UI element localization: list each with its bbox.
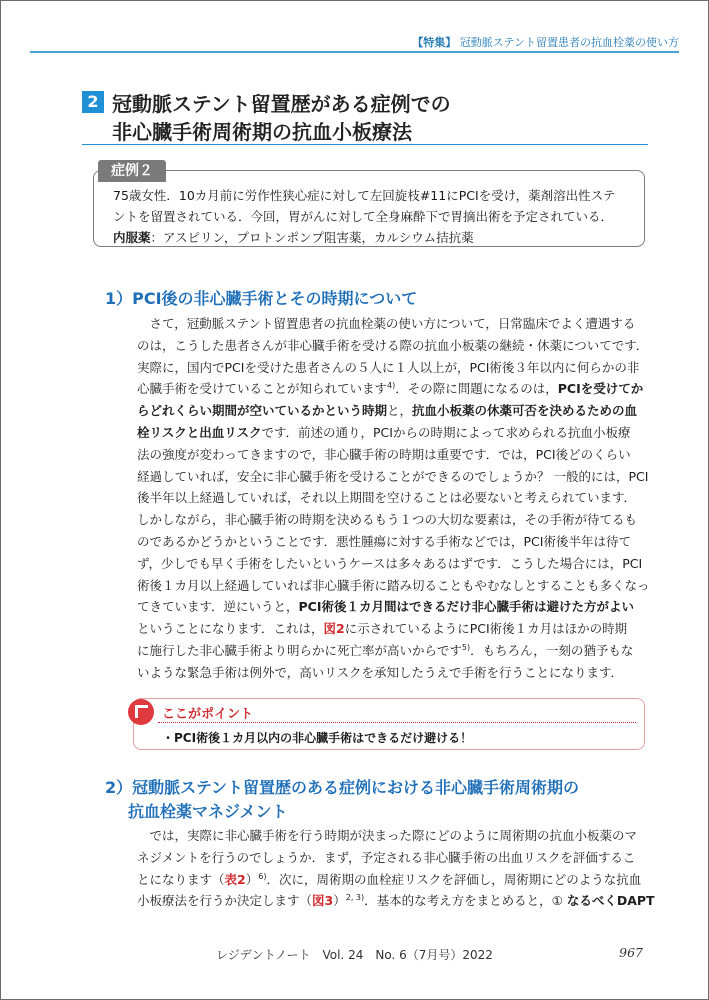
header-rule xyxy=(30,51,679,53)
section-title xyxy=(112,90,451,146)
section-title-line1: 冠動脈ステント留置歴がある症例での xyxy=(112,92,451,116)
body-line xyxy=(137,891,655,909)
text-segment: と， xyxy=(387,403,413,419)
subsection-2-title-line2: 抗血栓薬マネジメント xyxy=(128,802,288,821)
body-line xyxy=(137,358,639,376)
text-segment: さて，冠動脈ステント留置患者の抗血栓薬の使い方について，日常臨床でよく遭遇する xyxy=(137,316,636,331)
text-segment: ということになります．これは， xyxy=(137,621,324,637)
text-segment: ．その際に問題になるのは， xyxy=(395,381,558,397)
text-segment: に施行した非心臓手術より明らかに死亡率が高いからです xyxy=(137,643,462,658)
text-segment: 小板療法を行うか決定します（ xyxy=(137,893,313,909)
body-line xyxy=(137,467,648,485)
text-segment: なるべくDAPT xyxy=(566,893,655,909)
text-segment: らどれくらい期間が空いているかという時期 xyxy=(137,403,388,419)
text-segment: に示されているようにPCI術後１カ月はほかの時期 xyxy=(344,621,628,637)
body-line xyxy=(137,379,643,397)
text-segment: ．基本的な考え方をまとめると，① xyxy=(364,893,567,909)
text-segment: のは，こうした患者さんが非心臓手術を受ける際の抗血小板薬の継続・休薬についてです． xyxy=(137,337,649,353)
subsection-2-title-line1: 2）冠動脈ステント留置歴のある症例における非心臓手術周術期の xyxy=(105,778,580,797)
text-segment: 経過していれば，安全に非心臓手術を受けることができるのでしょうか？ 一般的には，PCI xyxy=(137,468,649,484)
text-segment: ） xyxy=(245,871,259,887)
section-title-line2: 非心臓手術周術期の抗血小板療法 xyxy=(112,120,412,144)
text-segment: 術後１カ月以上経過していれば非心臓手術に踏み切ることもやむなしとすることも多くなっ xyxy=(137,577,650,593)
case-label: 症例２ xyxy=(98,160,166,182)
text-segment: のであるかどうかということです．悪性腫瘍に対する手術などでは，PCI術後半年は待て xyxy=(137,534,631,549)
subsection-1-title: 1）PCI後の非心臓手術とその時期について xyxy=(105,289,418,308)
case-line-1: 75歳女性．10カ月前に労作性狭心症に対して左回旋枝#11にPCIを受け，薬剤溶出性ステ xyxy=(113,188,616,203)
body-line xyxy=(137,445,631,463)
footer-journal: レジデントノート Vol. 24 No. 6（7月号）2022 xyxy=(216,948,493,962)
text-segment: ．次に，周術期の血栓症リスクを評価し，周術期にどのような抗血 xyxy=(266,871,642,887)
section-rule xyxy=(82,144,648,145)
text-segment: とになります（ xyxy=(137,871,225,887)
text-segment: ネジメントを行うのでしょうか．まず，予定される非心臓手術の出血リスクを評価するこ xyxy=(137,849,636,865)
point-rule xyxy=(158,722,636,723)
text-segment: 栓リスクと出血リスク xyxy=(137,425,262,440)
body-line xyxy=(137,619,627,637)
case-med-text: ：アスピリン，プロトンポンプ阻害薬，カルシウム拮抗薬 xyxy=(150,230,474,245)
body-line xyxy=(137,554,642,572)
case-line-2: ントを留置されている．今回，胃がんに対して全身麻酔下で胃摘出術を予定されている． xyxy=(113,209,614,224)
text-segment: PCIを受けてか xyxy=(557,381,644,397)
body-line xyxy=(137,641,633,659)
header-title: 冠動脈ステント留置患者の抗血栓薬の使い方 xyxy=(459,36,679,49)
section-number-badge: 2 xyxy=(82,91,104,113)
text-segment: ） xyxy=(333,893,346,909)
text-segment: てきています．逆にいうと， xyxy=(137,599,299,615)
header-tag: 【特集】 xyxy=(412,36,457,49)
body-line xyxy=(137,848,635,866)
case-medication xyxy=(113,228,474,246)
text-segment: ず，少しでも早く手術をしたいというケースは多々あるはずです．こうした場合には，PCI xyxy=(137,555,643,571)
text-segment: 心臓手術を受けていることが知られています xyxy=(137,381,388,397)
body-line xyxy=(137,423,630,441)
body-line xyxy=(137,401,637,419)
body-line xyxy=(137,870,641,888)
case-med-label: 内服薬 xyxy=(113,230,151,245)
citation-mark: 4) xyxy=(387,381,396,391)
text-segment: 実際に，国内でPCIを受けた患者さんの５人に１人以上が，PCI術後３年以内に何らかの非 xyxy=(137,359,640,375)
text-segment: ．もちろん，一刻の猶予もな xyxy=(470,643,634,658)
text-segment: 後半年以上経過していれば，それ以上期間を空けることは必要ないと考えられています． xyxy=(137,490,637,506)
page-number: 967 xyxy=(619,945,643,960)
text-segment: しかしながら，非心臓手術の時期を決めるもう１つの大切な要素は，その手術が待てるも xyxy=(137,512,638,528)
figure-reference: 図3 xyxy=(312,893,334,909)
running-header xyxy=(412,34,679,50)
text-segment: 法の強度が変わってきますので，非心臓手術の時期は重要です．では，PCI後どのくらい xyxy=(137,446,631,462)
point-text: ・PCI術後１カ月以内の非心臓手術はできるだけ避ける！ xyxy=(162,731,473,745)
body-line xyxy=(137,576,650,594)
text-segment: では，実際に非心臓手術を行う時期が決まった際にどのように周術期の抗血小板薬のマ xyxy=(137,828,638,843)
body-line xyxy=(137,314,635,332)
citation-mark: 5) xyxy=(461,642,471,652)
body-line xyxy=(137,826,637,844)
body-line xyxy=(137,532,631,550)
citation-mark: 6) xyxy=(258,871,267,881)
body-line xyxy=(137,597,634,615)
point-title: ここがポイント xyxy=(162,707,254,722)
pointer-icon xyxy=(128,699,154,725)
figure-reference: 表2 xyxy=(224,871,246,887)
body-line xyxy=(137,663,623,681)
text-segment: です．前述の通り，PCIからの時期によって求められる抗血小板療 xyxy=(261,425,631,440)
text-segment: PCI術後１カ月間はできるだけ非心臓手術は避けた方がよい xyxy=(298,599,635,615)
text-segment: いような緊急手術は例外で，高いリスクを承知したうえで手術を行うことになります． xyxy=(137,664,624,680)
figure-reference: 図2 xyxy=(323,621,345,637)
body-line xyxy=(137,510,637,528)
text-segment: 抗血小板薬の休薬可否を決めるための血 xyxy=(412,403,638,419)
body-line xyxy=(137,488,636,506)
body-line xyxy=(137,336,648,354)
citation-mark: 2, 3) xyxy=(345,893,365,903)
